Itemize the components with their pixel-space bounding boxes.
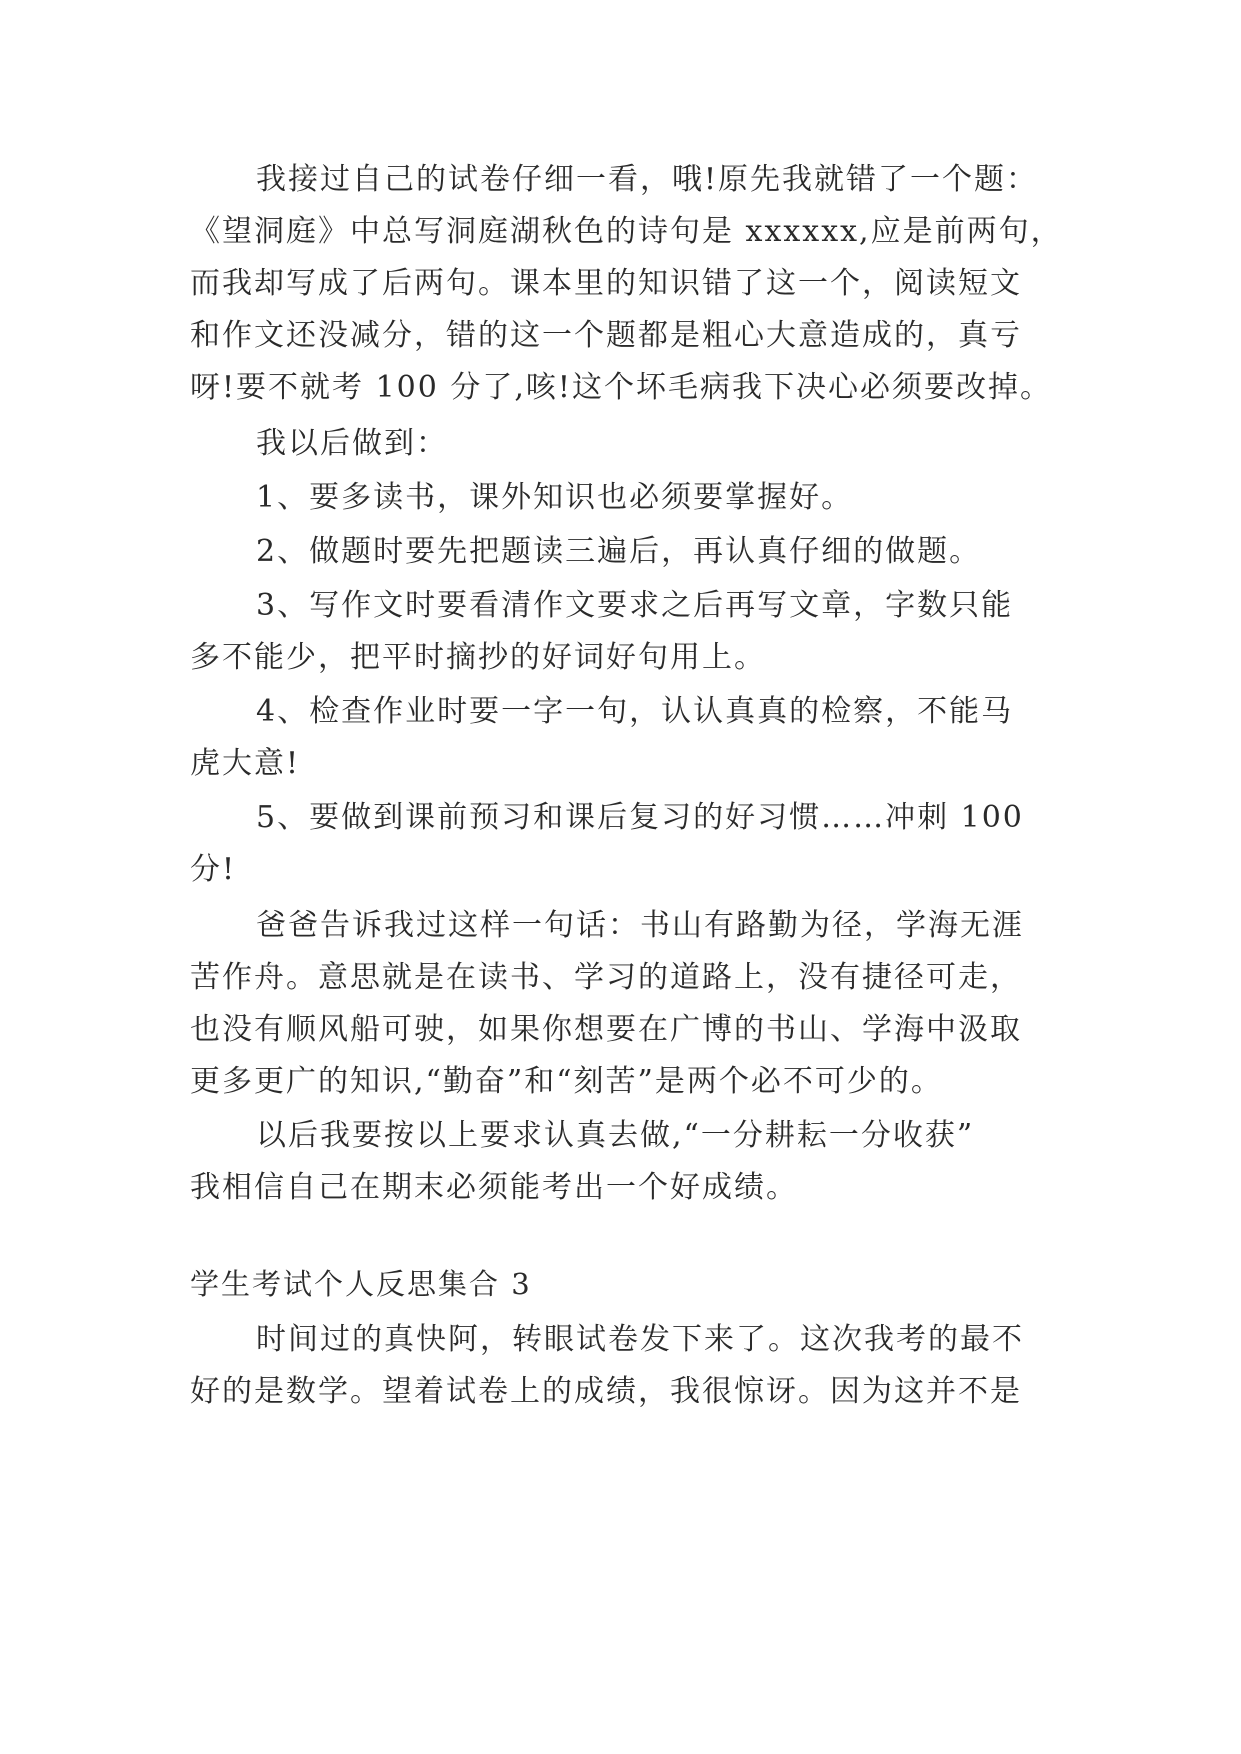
text-line: 4、检查作业时要一字一句，认认真真的检察，不能马 (256, 694, 1014, 729)
text-line: 好的是数学。望着试卷上的成绩，我很惊讶。因为这并不是 (190, 1374, 1022, 1409)
text-line: 苦作舟。意思就是在读书、学习的道路上，没有捷径可走， (190, 960, 1022, 995)
text-line: 以后我要按以上要求认真去做,“一分耕耘一分收获” (256, 1118, 975, 1153)
text-line: 1、要多读书，课外知识也必须要掌握好。 (256, 480, 854, 515)
text-line: 分! (190, 852, 237, 887)
text-line: 更多更广的知识,“勤奋”和“刻苦”是两个必不可少的。 (190, 1064, 943, 1099)
text-line: 呀!要不就考 100 分了,咳!这个坏毛病我下决心必须要改掉。 (190, 370, 1052, 405)
text-line: 我接过自己的试卷仔细一看，哦!原先我就错了一个题： (256, 162, 1039, 197)
text-line: 我相信自己在期末必须能考出一个好成绩。 (190, 1170, 798, 1205)
text-line: 虎大意! (190, 746, 301, 781)
text-line: 时间过的真快阿，转眼试卷发下来了。这次我考的最不 (256, 1322, 1024, 1357)
text-line: 我以后做到： (256, 426, 448, 461)
text-line: 2、做题时要先把题读三遍后，再认真仔细的做题。 (256, 534, 982, 569)
section-title: 学生考试个人反思集合 3 (190, 1267, 532, 1301)
text-line: 而我却写成了后两句。课本里的知识错了这一个，阅读短文 (190, 266, 1022, 301)
text-line: 爸爸告诉我过这样一句话：书山有路勤为径，学海无涯 (256, 908, 1024, 943)
text-line: 也没有顺风船可驶，如果你想要在广博的书山、学海中汲取 (190, 1012, 1022, 1047)
text-line: 多不能少，把平时摘抄的好词好句用上。 (190, 640, 766, 675)
text-line: 3、写作文时要看清作文要求之后再写文章，字数只能 (256, 588, 1014, 623)
text-line: 《望洞庭》中总写洞庭湖秋色的诗句是 xxxxxx,应是前两句， (190, 214, 1063, 249)
text-line: 5、要做到课前预习和课后复习的好习惯……冲刺 100 (256, 800, 1024, 835)
text-line: 和作文还没减分，错的这一个题都是粗心大意造成的，真亏 (190, 318, 1022, 353)
